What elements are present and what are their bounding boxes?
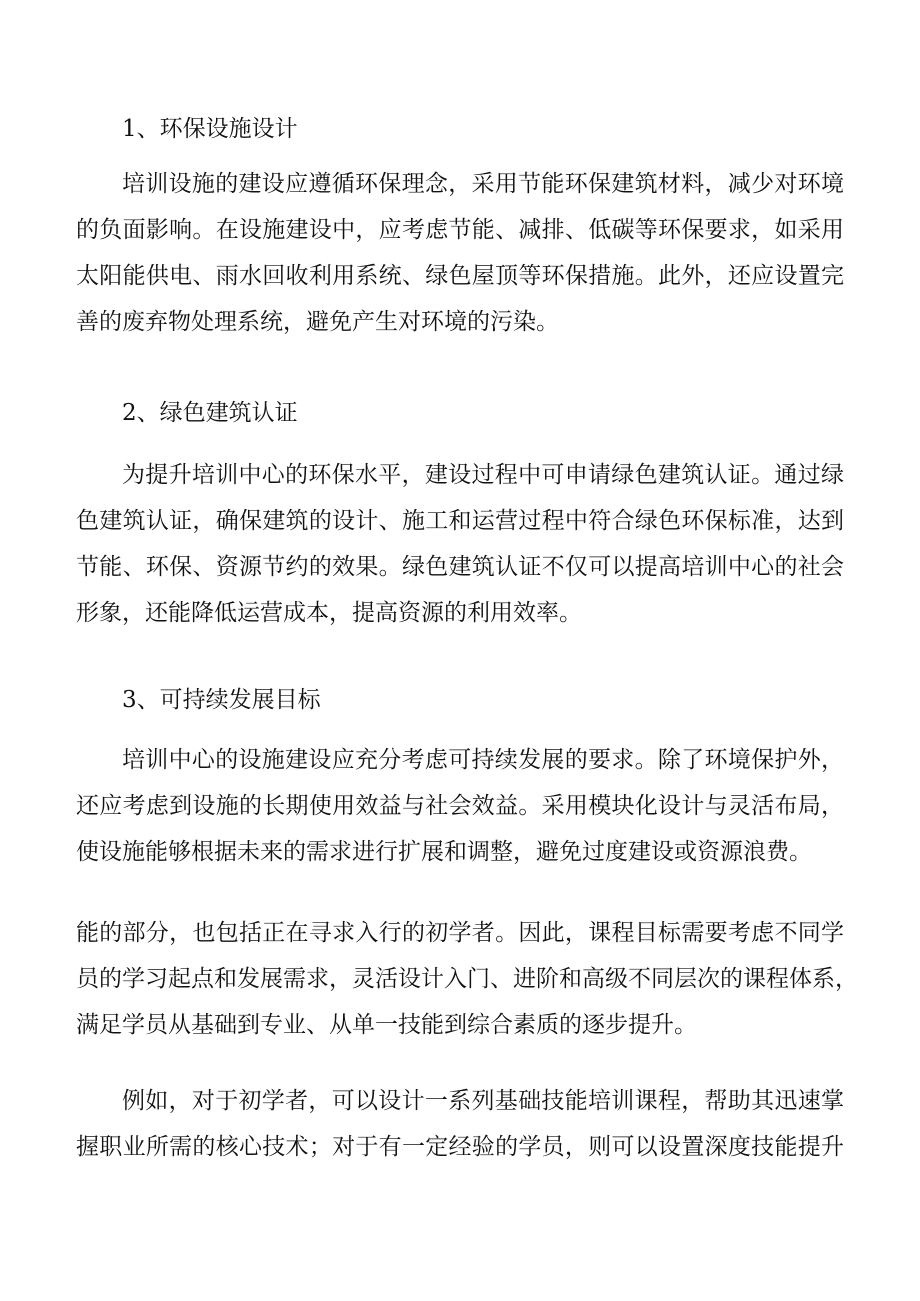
text-line: 握职业所需的核心技术；对于有一定经验的学员，则可以设置深度技能提升 [76,1134,844,1160]
text-line: 培训设施的建设应遵循环保理念，采用节能环保建筑材料，减少对环境 [122,171,844,197]
paragraph-environmental-facilities [76,161,844,345]
text-line: 还应考虑到设施的长期使用效益与社会效益。采用模块化设计与灵活布局， [76,793,844,819]
text-line: 能的部分，也包括正在寻求入行的初学者。因此，课程目标需要考虑不同学 [76,920,844,946]
text-line: 为提升培训中心的环保水平，建设过程中可申请绿色建筑认证。通过绿 [122,462,844,488]
paragraph-example [76,1078,844,1170]
heading-text: 2、绿色建筑认证 [122,400,298,426]
section-heading-1 [76,106,844,152]
text-line: 满足学员从基础到专业、从单一技能到综合素质的逐步提升。 [76,1012,697,1038]
heading-text: 3、可持续发展目标 [122,687,321,713]
text-line: 善的废弃物处理系统，避免产生对环境的污染。 [76,309,559,335]
text-line: 节能、环保、资源节约的效果。绿色建筑认证不仅可以提高培训中心的社会 [76,554,844,580]
text-line: 色建筑认证，确保建筑的设计、施工和运营过程中符合绿色环保标准，达到 [76,508,844,534]
heading-text: 1、环保设施设计 [122,116,298,142]
paragraph-green-building-certification [76,452,844,636]
section-heading-2 [76,390,844,436]
paragraph-sustainable-development [76,737,844,875]
text-line: 的负面影响。在设施建设中，应考虑节能、减排、低碳等环保要求，如采用 [76,217,844,243]
text-line: 使设施能够根据未来的需求进行扩展和调整，避免过度建设或资源浪费。 [76,839,812,865]
text-line: 例如，对于初学者，可以设计一系列基础技能培训课程，帮助其迅速掌 [122,1088,844,1114]
paragraph-continuation [76,910,858,1048]
text-line: 太阳能供电、雨水回收利用系统、绿色屋顶等环保措施。此外，还应设置完 [76,263,844,289]
text-line: 形象，还能降低运营成本，提高资源的利用效率。 [76,600,582,626]
text-line: 员的学习起点和发展需求，灵活设计入门、进阶和高级不同层次的课程体系， [76,966,858,992]
text-line: 培训中心的设施建设应充分考虑可持续发展的要求。除了环境保护外， [122,747,844,773]
section-heading-3 [76,677,844,723]
